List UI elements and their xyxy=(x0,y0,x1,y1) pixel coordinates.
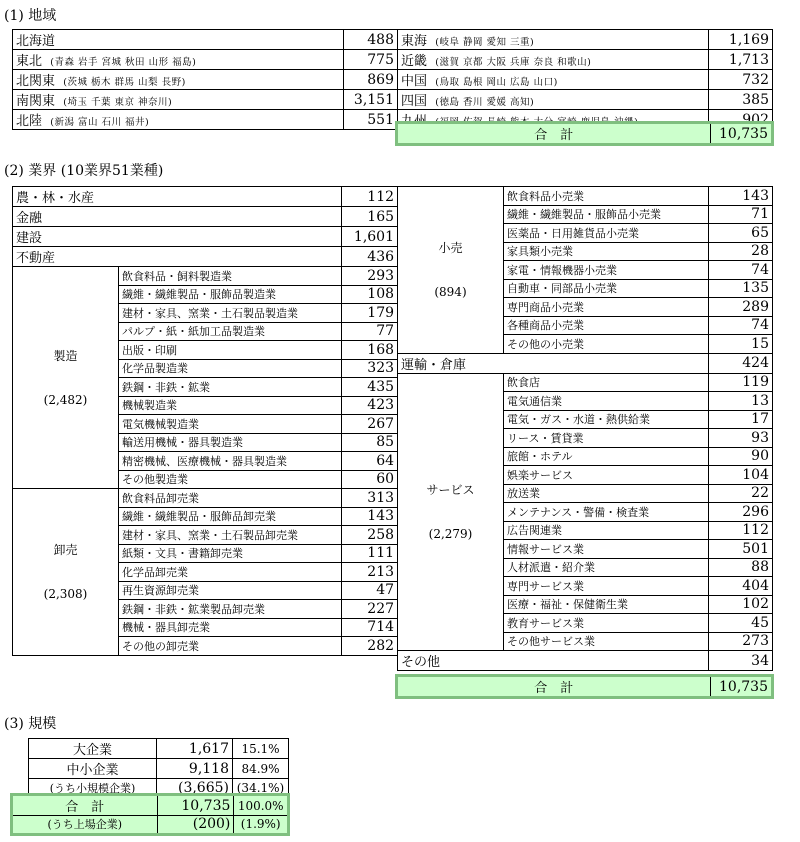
region-row xyxy=(398,30,773,50)
wholesale-item-name: 飲食料品卸売業 xyxy=(119,489,342,508)
region-cell xyxy=(13,90,344,110)
retail-item-name: 医薬品・日用雑貨品小売業 xyxy=(504,224,709,243)
region-cell xyxy=(398,90,709,110)
wholesale-group xyxy=(13,489,119,656)
retail-item-name: 繊維・繊維製品・服飾品小売業 xyxy=(504,205,709,224)
service-item-value: 104 xyxy=(709,466,773,485)
manufacturing-item-value: 435 xyxy=(342,378,398,397)
wholesale-group-label: 卸売 xyxy=(53,542,78,557)
manufacturing-item-name: 建材・家具、窯業・土石製品製造業 xyxy=(119,304,342,323)
region-prefectures: (徳島 香川 愛媛 高知) xyxy=(435,97,535,108)
region-name: 北関東 xyxy=(16,74,56,89)
industry-row xyxy=(13,227,398,247)
region-value: 1,169 xyxy=(709,30,773,50)
service-item-value: 90 xyxy=(709,447,773,466)
scale-row-name: 中小企業 xyxy=(29,759,157,779)
retail-group-subtotal: (894) xyxy=(434,284,467,299)
industry-simple-name: 金融 xyxy=(13,207,342,227)
region-prefectures: (福岡 佐賀 長崎 熊本 大分 宮崎 鹿児島 沖縄) xyxy=(435,117,639,128)
region-cell xyxy=(13,30,344,50)
manufacturing-item-name: 輸送用機械・器具製造業 xyxy=(119,433,342,452)
scale-row-pct: 84.9% xyxy=(233,759,289,779)
scale-total-value: 10,735 xyxy=(157,795,234,816)
retail-item-value: 74 xyxy=(709,316,773,335)
retail-item-name: 各種商品小売業 xyxy=(504,316,709,335)
region-row xyxy=(13,110,398,130)
manufacturing-item-name: 電気機械製造業 xyxy=(119,415,342,434)
region-prefectures: (茨城 栃木 群馬 山梨 長野) xyxy=(63,77,186,88)
industry-simple-name: 不動産 xyxy=(13,247,342,267)
service-item-name: リース・賃貸業 xyxy=(504,429,709,448)
region-cell xyxy=(13,70,344,90)
manufacturing-item-name: 出版・印刷 xyxy=(119,341,342,360)
industry-row xyxy=(398,353,773,373)
service-item-name: 人材派遣・紹介業 xyxy=(504,558,709,577)
region-row xyxy=(13,70,398,90)
wholesale-item-value: 227 xyxy=(342,600,398,619)
manufacturing-item-value: 60 xyxy=(342,470,398,489)
industry-simple-name: 建設 xyxy=(13,227,342,247)
scale-row-value: 9,118 xyxy=(157,759,233,779)
wholesale-item-name: 繊維・繊維製品・服飾品卸売業 xyxy=(119,507,342,526)
region-name: 南関東 xyxy=(16,94,56,109)
region-row xyxy=(13,50,398,70)
region-row xyxy=(398,70,773,90)
service-item-value: 501 xyxy=(709,540,773,559)
retail-item-value: 135 xyxy=(709,279,773,298)
manufacturing-item-value: 423 xyxy=(342,396,398,415)
industry-total-value: 10,735 xyxy=(710,676,773,698)
region-prefectures: (新潟 富山 石川 福井) xyxy=(50,117,150,128)
service-item-value: 45 xyxy=(709,614,773,633)
manufacturing-item-name: 鉄鋼・非鉄・鉱業 xyxy=(119,378,342,397)
other-value: 34 xyxy=(709,651,773,671)
scale-table xyxy=(28,738,289,798)
region-total-label: 合 計 xyxy=(397,123,711,145)
service-item-value: 404 xyxy=(709,577,773,596)
wholesale-item-value: 111 xyxy=(342,544,398,563)
wholesale-item-name: 紙類・文具・書籍卸売業 xyxy=(119,544,342,563)
service-item-value: 13 xyxy=(709,392,773,411)
service-item-value: 296 xyxy=(709,503,773,522)
service-item-value: 273 xyxy=(709,632,773,651)
scale-row-name: (うち小規模企業) xyxy=(29,779,157,798)
service-item-value: 17 xyxy=(709,410,773,429)
service-item-name: 情報サービス業 xyxy=(504,540,709,559)
scale-row-value: (3,665) xyxy=(157,779,233,798)
manufacturing-group-label: 製造 xyxy=(53,348,78,363)
region-name: 四国 xyxy=(401,94,428,109)
wholesale-group-subtotal: (2,308) xyxy=(43,586,88,601)
region-name: 九州 xyxy=(401,114,428,129)
region-table-right xyxy=(397,29,773,130)
region-row xyxy=(13,30,398,50)
industry-row xyxy=(398,373,773,392)
wholesale-item-name: 化学品卸売業 xyxy=(119,563,342,582)
service-item-value: 88 xyxy=(709,558,773,577)
region-cell xyxy=(13,110,344,130)
wholesale-item-value: 282 xyxy=(342,637,398,656)
service-item-name: その他サービス業 xyxy=(504,632,709,651)
retail-item-name: 専門商品小売業 xyxy=(504,298,709,317)
retail-group-label: 小売 xyxy=(438,240,463,255)
scale-listed-label: (うち上場企業) xyxy=(12,816,158,835)
industry-row xyxy=(13,247,398,267)
industry-heading: (2) 業界 (10業界51業種) xyxy=(4,163,164,179)
region-cell xyxy=(398,70,709,90)
region-cell xyxy=(398,50,709,70)
scale-heading: (3) 規模 xyxy=(4,716,57,732)
region-name: 北陸 xyxy=(16,114,43,129)
service-item-name: 旅館・ホテル xyxy=(504,447,709,466)
manufacturing-item-name: 繊維・繊維製品・服飾品製造業 xyxy=(119,285,342,304)
scale-listed-pct: (1.9%) xyxy=(234,816,289,835)
wholesale-item-value: 313 xyxy=(342,489,398,508)
retail-item-name: その他の小売業 xyxy=(504,335,709,354)
manufacturing-item-value: 64 xyxy=(342,452,398,471)
region-row xyxy=(398,50,773,70)
manufacturing-item-name: パルプ・紙・紙加工品製造業 xyxy=(119,322,342,341)
service-item-name: 広告関連業 xyxy=(504,521,709,540)
region-prefectures: (岐阜 静岡 愛知 三重) xyxy=(435,37,535,48)
region-cell xyxy=(398,30,709,50)
service-item-name: 電気・ガス・水道・熱供給業 xyxy=(504,410,709,429)
industry-row xyxy=(13,207,398,227)
manufacturing-group xyxy=(13,267,119,489)
industry-simple-name: 農・林・水産 xyxy=(13,187,342,207)
region-prefectures: (埼玉 千葉 東京 神奈川) xyxy=(63,97,173,108)
service-item-value: 112 xyxy=(709,521,773,540)
retail-item-name: 自動車・同部品小売業 xyxy=(504,279,709,298)
scale-row-pct: (34.1%) xyxy=(233,779,289,798)
scale-row-pct: 15.1% xyxy=(233,739,289,759)
service-item-name: 電気通信業 xyxy=(504,392,709,411)
wholesale-item-name: 鉄鋼・非鉄・鉱業製品卸売業 xyxy=(119,600,342,619)
region-name: 東北 xyxy=(16,54,43,69)
region-prefectures: (青森 岩手 宮城 秋田 山形 福島) xyxy=(50,57,197,68)
wholesale-item-value: 714 xyxy=(342,618,398,637)
region-heading: (1) 地域 xyxy=(4,8,57,24)
service-item-name: メンテナンス・警備・検査業 xyxy=(504,503,709,522)
wholesale-item-name: 再生資源卸売業 xyxy=(119,581,342,600)
scale-total-pct: 100.0% xyxy=(234,795,289,816)
scale-total-label: 合 計 xyxy=(12,795,158,816)
region-row xyxy=(398,90,773,110)
industry-simple-value: 165 xyxy=(342,207,398,227)
service-item-name: 専門サービス業 xyxy=(504,577,709,596)
manufacturing-item-value: 77 xyxy=(342,322,398,341)
region-total xyxy=(395,121,774,146)
industry-simple-value: 436 xyxy=(342,247,398,267)
wholesale-item-name: その他の卸売業 xyxy=(119,637,342,656)
scale-listed-value: (200) xyxy=(157,816,234,835)
region-name: 北海道 xyxy=(16,34,56,49)
service-item-value: 93 xyxy=(709,429,773,448)
wholesale-item-value: 213 xyxy=(342,563,398,582)
retail-item-name: 家具類小売業 xyxy=(504,242,709,261)
manufacturing-item-value: 323 xyxy=(342,359,398,378)
industry-simple-value: 1,601 xyxy=(342,227,398,247)
industry-row xyxy=(13,267,398,286)
retail-item-value: 143 xyxy=(709,187,773,206)
region-prefectures: (滋賀 京都 大阪 兵庫 奈良 和歌山) xyxy=(435,57,592,68)
service-item-value: 119 xyxy=(709,373,773,392)
region-value: 385 xyxy=(709,90,773,110)
service-item-name: 娯楽サービス xyxy=(504,466,709,485)
manufacturing-item-name: 飲食料品・飼料製造業 xyxy=(119,267,342,286)
service-item-name: 飲食店 xyxy=(504,373,709,392)
region-value: 732 xyxy=(709,70,773,90)
industry-row xyxy=(398,187,773,206)
industry-row xyxy=(13,187,398,207)
industry-total xyxy=(395,674,774,699)
service-item-name: 放送業 xyxy=(504,484,709,503)
retail-item-value: 74 xyxy=(709,261,773,280)
region-value: 775 xyxy=(344,50,398,70)
retail-item-value: 289 xyxy=(709,298,773,317)
industry-row xyxy=(13,489,398,508)
wholesale-item-value: 47 xyxy=(342,581,398,600)
retail-group xyxy=(398,187,504,354)
industry-row xyxy=(398,651,773,671)
manufacturing-item-name: 化学品製造業 xyxy=(119,359,342,378)
region-value: 488 xyxy=(344,30,398,50)
wholesale-item-value: 258 xyxy=(342,526,398,545)
region-row xyxy=(13,90,398,110)
retail-item-value: 28 xyxy=(709,242,773,261)
manufacturing-item-value: 267 xyxy=(342,415,398,434)
region-name: 東海 xyxy=(401,34,428,49)
region-value: 869 xyxy=(344,70,398,90)
wholesale-item-name: 機械・器具卸売業 xyxy=(119,618,342,637)
manufacturing-item-value: 108 xyxy=(342,285,398,304)
retail-item-name: 飲食料品小売業 xyxy=(504,187,709,206)
service-item-value: 22 xyxy=(709,484,773,503)
transport-value: 424 xyxy=(709,353,773,373)
manufacturing-item-name: その他製造業 xyxy=(119,470,342,489)
wholesale-item-name: 建材・家具、窯業・土石製品卸売業 xyxy=(119,526,342,545)
service-group-subtotal: (2,279) xyxy=(428,526,473,541)
region-value: 902 xyxy=(709,110,773,130)
region-value: 551 xyxy=(344,110,398,130)
wholesale-item-value: 143 xyxy=(342,507,398,526)
region-total-value: 10,735 xyxy=(710,123,773,145)
region-cell xyxy=(13,50,344,70)
manufacturing-item-name: 機械製造業 xyxy=(119,396,342,415)
service-item-value: 102 xyxy=(709,595,773,614)
retail-item-value: 65 xyxy=(709,224,773,243)
manufacturing-item-value: 168 xyxy=(342,341,398,360)
service-item-name: 教育サービス業 xyxy=(504,614,709,633)
region-name: 中国 xyxy=(401,74,428,89)
region-value: 1,713 xyxy=(709,50,773,70)
industry-table-left xyxy=(12,186,398,656)
retail-item-value: 15 xyxy=(709,335,773,354)
manufacturing-group-subtotal: (2,482) xyxy=(43,392,88,407)
manufacturing-item-value: 85 xyxy=(342,433,398,452)
service-group-label: サービス xyxy=(426,482,475,497)
retail-item-value: 71 xyxy=(709,205,773,224)
region-name: 近畿 xyxy=(401,54,428,69)
retail-item-name: 家電・情報機器小売業 xyxy=(504,261,709,280)
region-prefectures: (鳥取 島根 岡山 広島 山口) xyxy=(435,77,558,88)
service-group xyxy=(398,373,504,651)
manufacturing-item-value: 179 xyxy=(342,304,398,323)
scale-row-name: 大企業 xyxy=(29,739,157,759)
other-name: その他 xyxy=(398,651,709,671)
scale-row-value: 1,617 xyxy=(157,739,233,759)
manufacturing-item-name: 精密機械、医療機械・器具製造業 xyxy=(119,452,342,471)
industry-simple-value: 112 xyxy=(342,187,398,207)
industry-total-label: 合 計 xyxy=(397,676,711,698)
region-table-left xyxy=(12,29,398,130)
scale-total xyxy=(10,793,290,836)
service-item-name: 医療・福祉・保健衛生業 xyxy=(504,595,709,614)
manufacturing-item-value: 293 xyxy=(342,267,398,286)
industry-table-right xyxy=(397,186,773,671)
transport-name: 運輸・倉庫 xyxy=(398,353,709,373)
region-value: 3,151 xyxy=(344,90,398,110)
